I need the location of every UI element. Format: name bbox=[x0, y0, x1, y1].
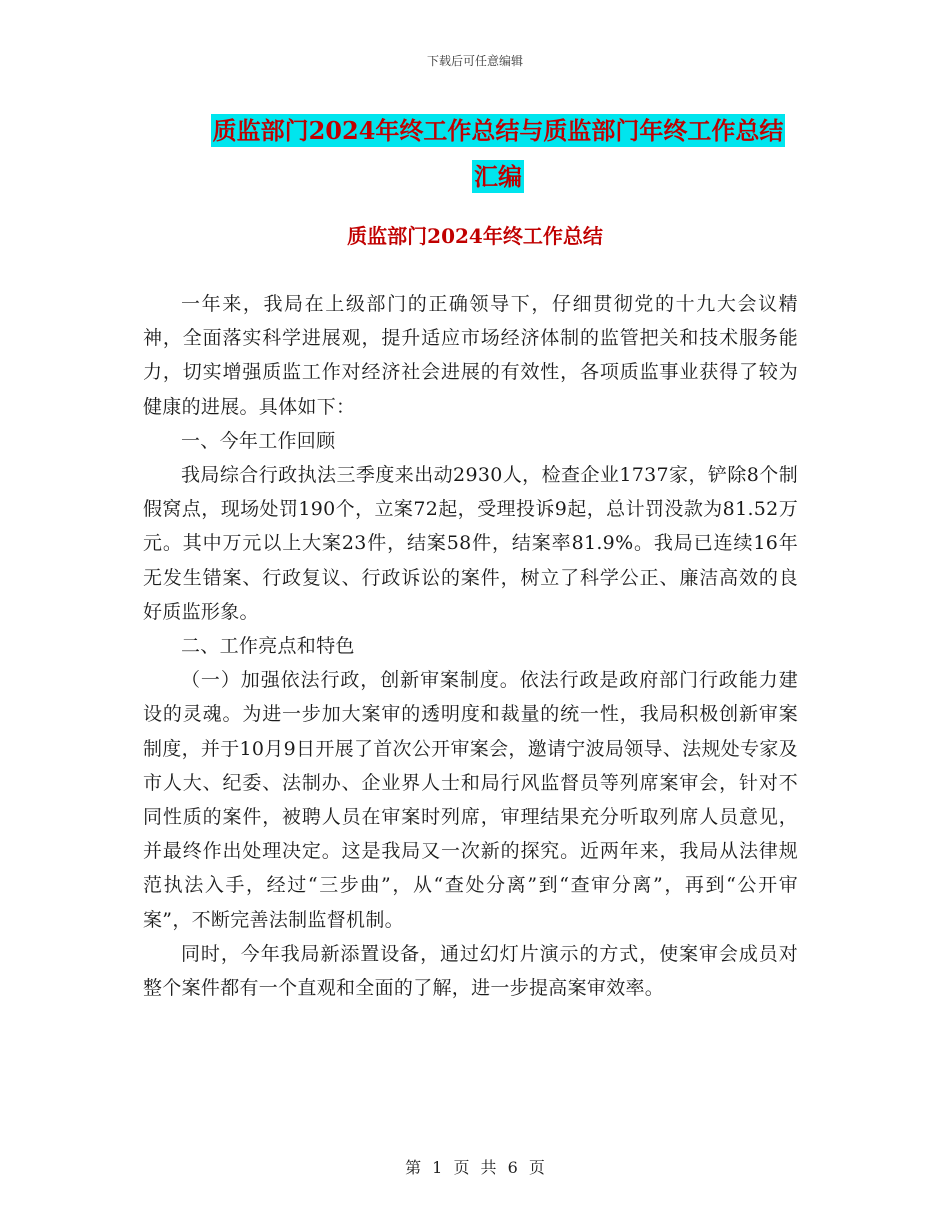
document-body bbox=[143, 287, 798, 1005]
page-footer: 第 1 页 共 6 页 bbox=[405, 1158, 545, 1177]
paragraph-heading: 二、工作亮点和特色 bbox=[181, 635, 355, 658]
paragraph: （一）加强依法行政，创新审案制度。依法行政是政府部门行政能力建设的灵魂。为进一步加大案审的透明度和裁量的统一性，我局积极创新审案制度，并于10月9日开展了首次公开审案会，邀请宁波局领导、法规处专家及市人大、纪委、法制办、企业界人士和局行风监督员等列席案审会，针对不同性质的案件，被聘人员在审案时列席，审理结果充分听取列席人员意见，并最终作出处理决定。这是我局又一次新的探究。近两年来，我局从法律规范执法入手，经过“三步曲”，从“查处分离”到“查审分离”，再到“公开审案”，不断完善法制监督机制。 bbox=[143, 669, 798, 931]
header-note: 下载后可任意编辑 bbox=[426, 54, 523, 68]
document-title-line1: 质监部门2024年终工作总结与质监部门年终工作总结 bbox=[212, 116, 784, 145]
document-title-line2: 汇编 bbox=[474, 162, 522, 191]
section-title: 质监部门2024年终工作总结 bbox=[347, 224, 603, 248]
paragraph-heading: 一、今年工作回顾 bbox=[181, 429, 336, 452]
paragraph: 一年来，我局在上级部门的正确领导下，仔细贯彻党的十九大会议精神，全面落实科学进展观，提升适应市场经济体制的监管把关和技术服务能力，切实增强质监工作对经济社会进展的有效性，各项质监事业获得了较为健康的进展。具体如下： bbox=[143, 293, 798, 418]
document-title bbox=[140, 108, 856, 200]
paragraph: 同时，今年我局新添置设备，通过幻灯片演示的方式，使案审会成员对整个案件都有一个直观和全面的了解，进一步提高案审效率。 bbox=[143, 942, 798, 1000]
paragraph: 我局综合行政执法三季度来出动2930人，检查企业1737家，铲除8个制假窝点，现场处罚190个，立案72起，受理投诉9起，总计罚没款为81.52万元。其中万元以上大案23件，结案58件，结案率81.9%。我局已连续16年无发生错案、行政复议、行政诉讼的案件，树立了科学公正、廉洁高效的良好质监形象。 bbox=[143, 464, 798, 623]
